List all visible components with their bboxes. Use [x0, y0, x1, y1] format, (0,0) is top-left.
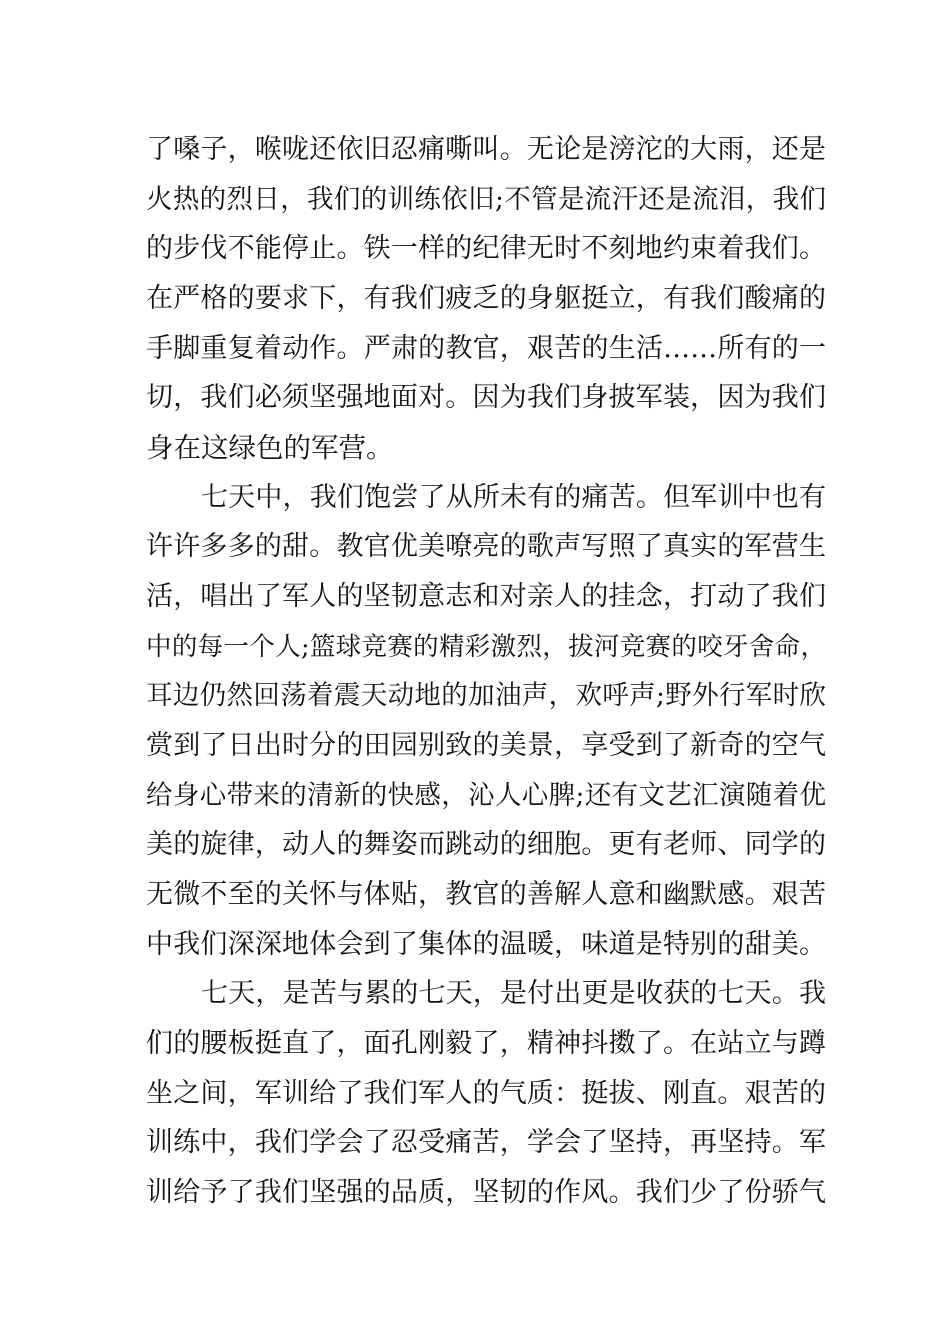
text-line: 训练中，我们学会了忍受痛苦，学会了坚持，再坚持。军 — [146, 1127, 826, 1158]
text-line: 活，唱出了军人的坚韧意志和对亲人的挂念，打动了我们 — [146, 581, 826, 612]
text-line: 美的旋律，动人的舞姿而跳动的细胞。更有老师、同学的 — [146, 829, 826, 860]
text-line: 在严格的要求下，有我们疲乏的身躯挺立，有我们酸痛的 — [146, 283, 826, 314]
text-line: 的步伐不能停止。铁一样的纪律无时不刻地约束着我们。 — [146, 233, 826, 264]
text-line: 坐之间，军训给了我们军人的气质：挺拔、刚直。艰苦的 — [146, 1078, 826, 1109]
text-line: 耳边仍然回荡着震天动地的加油声，欢呼声;野外行军时欣 — [146, 680, 826, 711]
text-line: 中我们深深地体会到了集体的温暖，味道是特别的甜美。 — [146, 929, 826, 960]
text-line: 火热的烈日，我们的训练依旧;不管是流汗还是流泪，我们 — [146, 184, 826, 215]
text-line: 切，我们必须坚强地面对。因为我们身披军装，因为我们 — [146, 382, 826, 413]
text-line: 了嗓子，喉咙还依旧忍痛嘶叫。无论是滂沱的大雨，还是 — [146, 134, 826, 165]
text-line: 身在这绿色的军营。 — [146, 432, 394, 464]
text-line: 许许多多的甜。教官优美嘹亮的歌声写照了真实的军营生 — [146, 531, 826, 562]
text-line: 们的腰板挺直了，面孔刚毅了，精神抖擞了。在站立与蹲 — [146, 1028, 826, 1059]
text-line: 无微不至的关怀与体贴，教官的善解人意和幽默感。艰苦 — [146, 879, 826, 910]
paragraph-first-line: 七天中，我们饱尝了从所未有的痛苦。但军训中也有 — [201, 482, 826, 513]
text-line: 手脚重复着动作。严肃的教官，艰苦的生活……所有的一 — [146, 333, 826, 364]
text-line: 训给予了我们坚强的品质，坚韧的作风。我们少了份骄气 — [146, 1177, 826, 1208]
paragraph-first-line: 七天，是苦与累的七天，是付出更是收获的七天。我 — [201, 978, 826, 1009]
text-line: 赏到了日出时分的田园别致的美景，享受到了新奇的空气 — [146, 730, 826, 761]
text-line: 给身心带来的清新的快感，沁人心脾;还有文艺汇演随着优 — [146, 780, 826, 811]
text-line: 中的每一个人;篮球竞赛的精彩激烈，拔河竞赛的咬牙舍命， — [146, 632, 826, 662]
